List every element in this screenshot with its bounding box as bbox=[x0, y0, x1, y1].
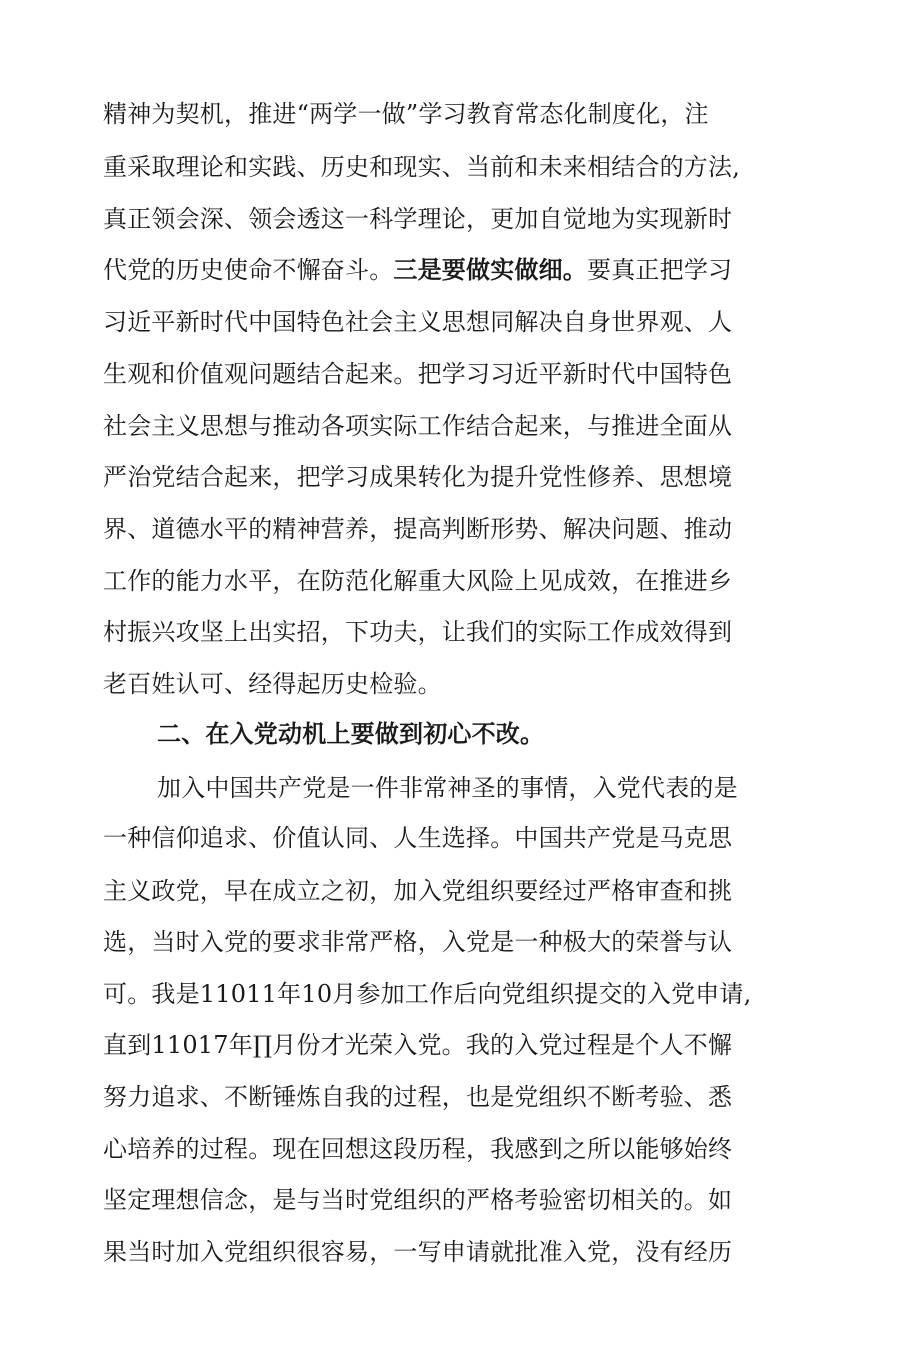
paragraph1-line4-pre: 代党的历史使命不懈奋斗。 bbox=[103, 256, 394, 284]
paragraph1-line10: 工作的能力水平，在防范化解重大风险上见成效，在推进乡 bbox=[103, 567, 733, 595]
paragraph2-line6: 直到11017年∏月份才光荣入党。我的入党过程是个人不懈 bbox=[103, 1031, 733, 1059]
paragraph1-line5: 习近平新时代中国特色社会主义思想同解决自身世界观、人 bbox=[103, 308, 733, 336]
paragraph2-line10: 果当时加入党组织很容易，一写申请就批准入党，没有经历 bbox=[103, 1238, 733, 1266]
section-heading: 二、在入党动机上要做到初心不改。 bbox=[157, 720, 545, 748]
emphasis-text: 三是要做实做细。 bbox=[393, 256, 588, 284]
paragraph2-line5: 可。我是11011年10月参加工作后向党组织提交的入党申请, bbox=[103, 980, 752, 1008]
paragraph1-line4-post: 要真正把学习 bbox=[587, 256, 733, 284]
paragraph1-line1: 精神为契机，推进“两学一做”学习教育常态化制度化，注 bbox=[103, 100, 709, 128]
paragraph2-line4: 选，当时入党的要求非常严格，入党是一种极大的荣誉与认 bbox=[103, 928, 733, 956]
paragraph2-line2: 一种信仰追求、价值认同、人生选择。中国共产党是马克思 bbox=[103, 824, 733, 852]
paragraph1-line3: 真正领会深、领会透这一科学理论，更加自觉地为实现新时 bbox=[103, 205, 733, 233]
paragraph1-line8: 严治党结合起来，把学习成果转化为提升党性修养、思想境 bbox=[103, 463, 733, 491]
paragraph1-line6: 生观和价值观问题结合起来。把学习习近平新时代中国特色 bbox=[103, 360, 733, 388]
paragraph2-line3: 主义政党，早在成立之初，加入党组织要经过严格审查和挑 bbox=[103, 877, 733, 905]
paragraph1-line12: 老百姓认可、经得起历史检验。 bbox=[103, 670, 442, 698]
paragraph2-line8: 心培养的过程。现在回想这段历程，我感到之所以能够始终 bbox=[103, 1135, 733, 1163]
paragraph1-line11: 村振兴攻坚上出实招，下功夫，让我们的实际工作成效得到 bbox=[103, 618, 733, 646]
paragraph1-line2: 重采取理论和实践、历史和现实、当前和未来相结合的方法, bbox=[103, 153, 741, 181]
paragraph2-line7: 努力追求、不断锤炼自我的过程，也是党组织不断考验、悉 bbox=[103, 1083, 733, 1111]
paragraph1-line4 bbox=[103, 244, 763, 296]
paragraph2-line9: 坚定理想信念，是与当时党组织的严格考验密切相关的。如 bbox=[103, 1186, 733, 1214]
paragraph2-line1: 加入中国共产党是一件非常神圣的事情，入党代表的是 bbox=[157, 774, 738, 802]
paragraph1-line7: 社会主义思想与推动各项实际工作结合起来，与推进全面从 bbox=[103, 412, 733, 440]
paragraph1-line9: 界、道德水平的精神营养，提高判断形势、解决问题、推动 bbox=[103, 515, 733, 543]
